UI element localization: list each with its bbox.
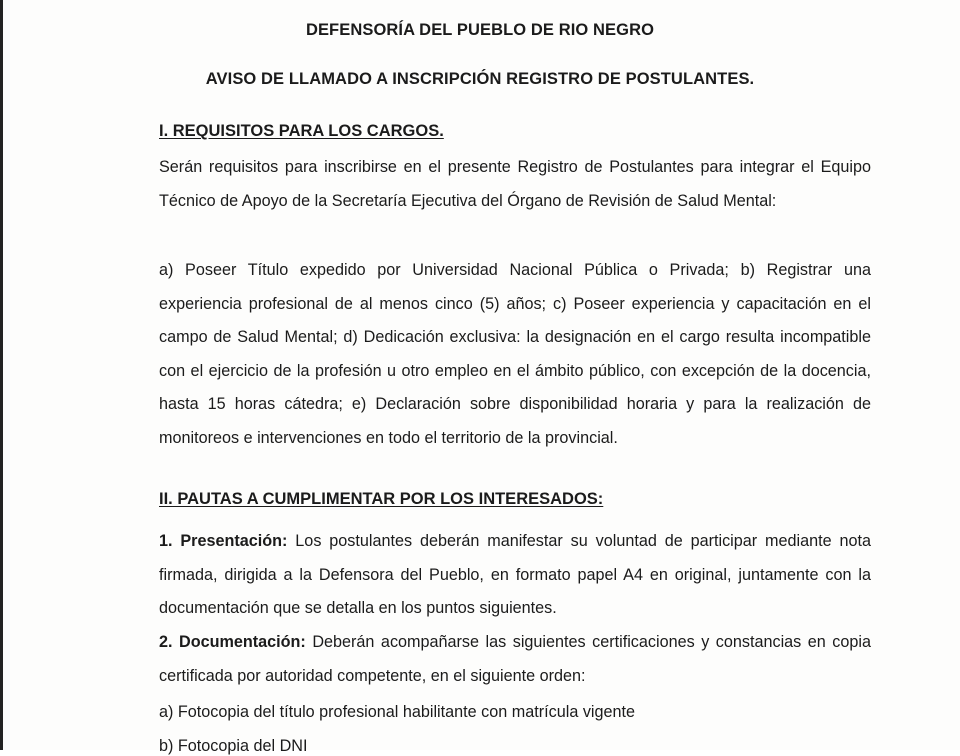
doc-item-b: b) Fotocopia del DNI — [159, 737, 308, 755]
text-documentacion: Deberán acompañarse las siguientes certificaciones y constancias en copia certificada por autoridad competente, en el siguiente orden: — [159, 633, 871, 685]
doc-item-a: a) Fotocopia del título profesional habilitante con matrícula vigente — [159, 703, 636, 721]
paragraph-documentacion — [159, 626, 871, 693]
document-title: DEFENSORÍA DEL PUEBLO DE RIO NEGRO — [305, 21, 655, 39]
scan-edge — [0, 0, 3, 750]
section-heading-requisitos: I. REQUISITOS PARA LOS CARGOS. — [159, 122, 444, 140]
label-documentacion: 2. Documentación: — [159, 633, 306, 651]
label-presentacion: 1. Presentación: — [159, 532, 288, 550]
text-presentacion: Los postulantes deberán manifestar su voluntad de participar mediante nota firmada, dirigida a la Defensora del Pueblo, en formato papel A4 en original, juntamente con la documentación que se detalla en los puntos siguientes. — [159, 532, 871, 617]
paragraph-presentacion — [159, 525, 871, 626]
section-heading-pautas: II. PAUTAS A CUMPLIMENTAR POR LOS INTERESADOS: — [159, 490, 604, 508]
paragraph-requirements: a) Poseer Título expedido por Universidad Nacional Pública o Privada; b) Registrar una experiencia profesional de al menos cinco (5) años; c) Poseer experiencia y capacitación en el campo de Salud Mental; d) Dedicación exclusiva: la designación en el cargo resulta incompatible con el ejercicio de la profesión u otro empleo en el ámbito público, con excepción de la docencia, hasta 15 horas cátedra; e) Declaración sobre disponibilidad horaria y para la realización de monitoreos e intervenciones en todo el territorio de la provincial. — [159, 261, 871, 447]
paragraph-intro: Serán requisitos para inscribirse en el presente Registro de Postulantes para integrar el Equipo Técnico de Apoyo de la Secretaría Ejecutiva del Órgano de Revisión de Salud Mental: — [159, 158, 871, 210]
document-subtitle: AVISO DE LLAMADO A INSCRIPCIÓN REGISTRO DE POSTULANTES. — [205, 70, 755, 88]
